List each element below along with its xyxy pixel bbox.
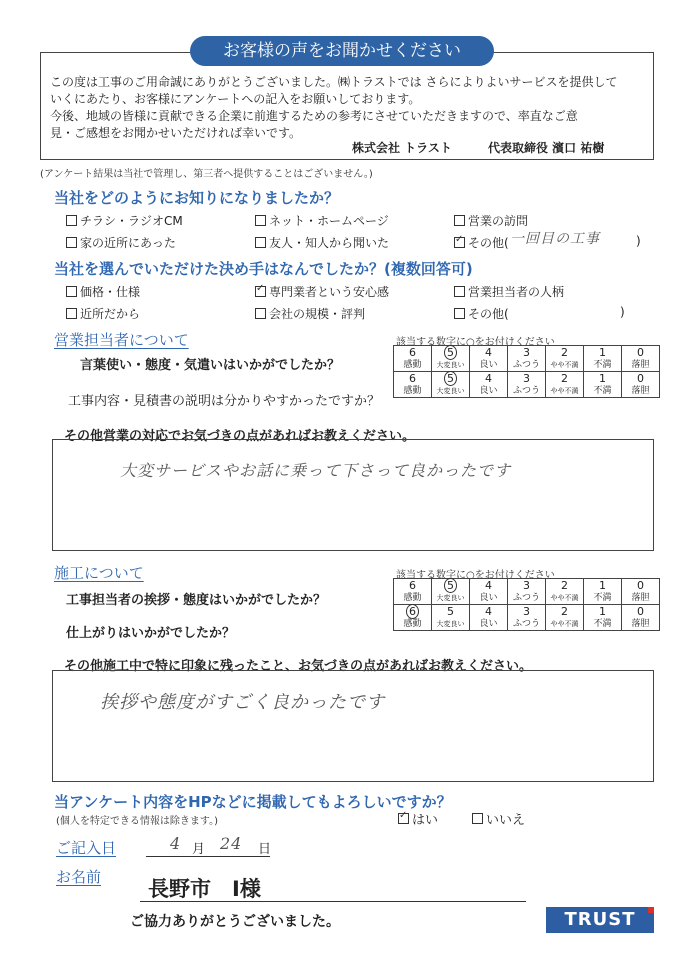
name-line [140, 901, 526, 902]
rating-cell[interactable]: 3 ふつう [508, 579, 546, 605]
company-name: 株式会社 トラスト [352, 141, 452, 155]
rating-cell[interactable]: 1 不満 [584, 346, 622, 372]
thanks-text: ご協力ありがとうございました。 [130, 914, 340, 930]
rating-cell[interactable]: 5 大変良い [432, 579, 470, 605]
checkbox[interactable] [255, 237, 266, 248]
rating-cell[interactable]: 3 ふつう [508, 346, 546, 372]
checkbox[interactable] [454, 308, 465, 319]
close-paren: ) [636, 234, 641, 248]
rating-cell[interactable]: 2 やや不満 [546, 346, 584, 372]
rating-cell[interactable]: 6 感動 [394, 372, 432, 398]
q2-title: 当社を選んでいただけた決め手はなんでしたか？(複数回答可) [54, 260, 473, 278]
publish-note: (個人を特定できる情報は除きます。) [56, 816, 219, 827]
option-label: 専門業者という安心感 [269, 285, 390, 299]
signer-name: 代表取締役 濱口 祐樹 [488, 141, 605, 155]
checkbox[interactable] [454, 237, 465, 248]
q1-option[interactable] [66, 234, 176, 251]
month-unit: 月 [192, 842, 206, 857]
publish-no[interactable] [472, 809, 525, 828]
checkbox[interactable] [66, 286, 77, 297]
option-label: はい [412, 813, 439, 828]
q2-option[interactable] [255, 283, 389, 300]
construction-comment: 挨拶や態度がすごく良かったです [100, 692, 385, 713]
checkbox[interactable] [255, 308, 266, 319]
rating-row [394, 605, 660, 631]
rating-cell[interactable]: 5 大変良い [432, 346, 470, 372]
rating-cell[interactable]: 1 不満 [584, 579, 622, 605]
intro-line: この度は工事のご用命誠にありがとうございました。㈱トラストでは さらによりよいサービスを提供して [50, 75, 618, 89]
privacy-note: (アンケート結果は当社で管理し、第三者へ提供することはございません。) [40, 169, 373, 180]
sales-comment: 大変サービスやお話に乗って下さって良かったです [120, 461, 512, 480]
q2-option[interactable] [66, 283, 140, 300]
rating-cell[interactable]: 0 落胆 [622, 346, 660, 372]
option-label: 営業担当者の人柄 [468, 285, 565, 299]
rating-row [394, 372, 660, 398]
option-label: 価格・仕様 [80, 285, 141, 299]
sales-comment-prompt: その他営業の対応でお気づきの点があればお教えください。 [64, 429, 416, 444]
rating-cell[interactable]: 5 大変良い [432, 372, 470, 398]
rating-cell[interactable]: 6 感動 [394, 346, 432, 372]
day-unit: 日 [258, 842, 272, 857]
q1-title: 当社をどのようにお知りになりましたか？ [54, 189, 340, 207]
rating-cell[interactable]: 2 やや不満 [546, 372, 584, 398]
option-label: チラシ・ラジオCM [80, 214, 183, 228]
option-label: ネット・ホームページ [269, 214, 389, 228]
checkbox[interactable] [66, 237, 77, 248]
checkbox[interactable] [255, 215, 266, 226]
checkbox[interactable] [66, 308, 77, 319]
checkbox[interactable] [454, 286, 465, 297]
publish-yes[interactable] [398, 809, 438, 828]
q1-option[interactable] [255, 212, 389, 229]
intro-line: いくにあたり、お客様にアンケートへの記入をお願いしております。 [50, 92, 421, 106]
rating-cell[interactable]: 0 落胆 [622, 372, 660, 398]
option-label: 会社の規模・評判 [269, 307, 366, 321]
q1-option[interactable] [454, 212, 528, 229]
sales-comment-box[interactable] [52, 439, 654, 551]
name-label: お名前 [56, 868, 102, 886]
construction-section-title: 施工について [54, 564, 144, 582]
q2-option[interactable] [454, 283, 564, 300]
construction-rating-table [393, 578, 660, 631]
option-label: 近所だから [80, 307, 141, 321]
close-paren: ) [620, 305, 625, 319]
rating-cell[interactable]: 6 感動 [394, 579, 432, 605]
q2-option[interactable] [454, 305, 509, 322]
scale-note: 該当する数字に○をお付けください [396, 337, 555, 348]
trust-logo: TRUST [546, 907, 654, 933]
rating-row [394, 346, 660, 372]
construction-question: 仕上がりはいかがでしたか？ [66, 626, 236, 641]
construction-comment-box[interactable] [52, 670, 654, 782]
checkbox[interactable] [66, 215, 77, 226]
sales-question: 工事内容・見積書の説明は分かりやすかったですか？ [68, 394, 381, 409]
rating-cell[interactable]: 1 不満 [584, 605, 622, 631]
checkbox[interactable] [454, 215, 465, 226]
sales-question: 言葉使い・態度・気遣いはいかがでしたか？ [80, 358, 341, 373]
rating-cell[interactable]: 2 やや不満 [546, 605, 584, 631]
rating-cell[interactable]: 3 ふつう [508, 372, 546, 398]
q1-option-other[interactable] [454, 234, 509, 251]
date-month: 4 [170, 834, 182, 853]
rating-cell[interactable]: 0 落胆 [622, 579, 660, 605]
rating-cell[interactable]: 2 やや不満 [546, 579, 584, 605]
q1-option[interactable] [66, 212, 183, 229]
intro-text [50, 74, 650, 142]
rating-cell[interactable]: 5 大変良い [432, 605, 470, 631]
option-label: 友人・知人から聞いた [269, 236, 390, 250]
date-label: ご記入日 [56, 839, 117, 857]
checkbox[interactable] [255, 286, 266, 297]
option-label: その他( [468, 236, 509, 250]
name-value: 長野市 I様 [148, 877, 261, 901]
construction-question: 工事担当者の挨拶・態度はいかがでしたか？ [66, 593, 327, 608]
page-title: お客様の声をお聞かせください [190, 36, 494, 66]
sales-rating-table [393, 345, 660, 398]
publish-question: 当アンケート内容をHPなどに掲載してもよろしいですか？ [54, 793, 452, 811]
intro-line: 見・ご感想をお聞かせいただければ幸いです。 [50, 126, 302, 140]
rating-cell[interactable]: 3 ふつう [508, 605, 546, 631]
sales-section-title: 営業担当者について [54, 331, 189, 349]
q2-option[interactable] [255, 305, 365, 322]
rating-cell[interactable]: 4 良い [470, 579, 508, 605]
rating-cell[interactable]: 0 落胆 [622, 605, 660, 631]
rating-cell[interactable]: 1 不満 [584, 372, 622, 398]
construction-comment-prompt: その他施工中で特に印象に残ったこと、お気づきの点があればお教えください。 [64, 659, 533, 674]
date-day: 24 [220, 834, 243, 853]
date-line [146, 856, 270, 857]
rating-row [394, 579, 660, 605]
q1-option[interactable] [255, 234, 389, 251]
scale-note: 該当する数字に○をお付けください [396, 570, 555, 581]
checkbox[interactable] [398, 813, 409, 824]
rating-cell[interactable]: 4 良い [470, 372, 508, 398]
option-label: その他( [468, 307, 509, 321]
option-label: いいえ [486, 813, 526, 828]
rating-cell[interactable]: 6 感動 [394, 605, 432, 631]
intro-line: 今後、地域の皆様に貢献できる企業に前進するための参考にさせていただきますので、率直なご意 [50, 109, 578, 123]
q1-other-text: 一回目の工事 [510, 231, 600, 247]
option-label: 家の近所にあった [80, 236, 176, 250]
checkbox[interactable] [472, 813, 483, 824]
rating-cell[interactable]: 4 良い [470, 346, 508, 372]
rating-cell[interactable]: 4 良い [470, 605, 508, 631]
q2-option[interactable] [66, 305, 140, 322]
option-label: 営業の訪問 [468, 214, 529, 228]
